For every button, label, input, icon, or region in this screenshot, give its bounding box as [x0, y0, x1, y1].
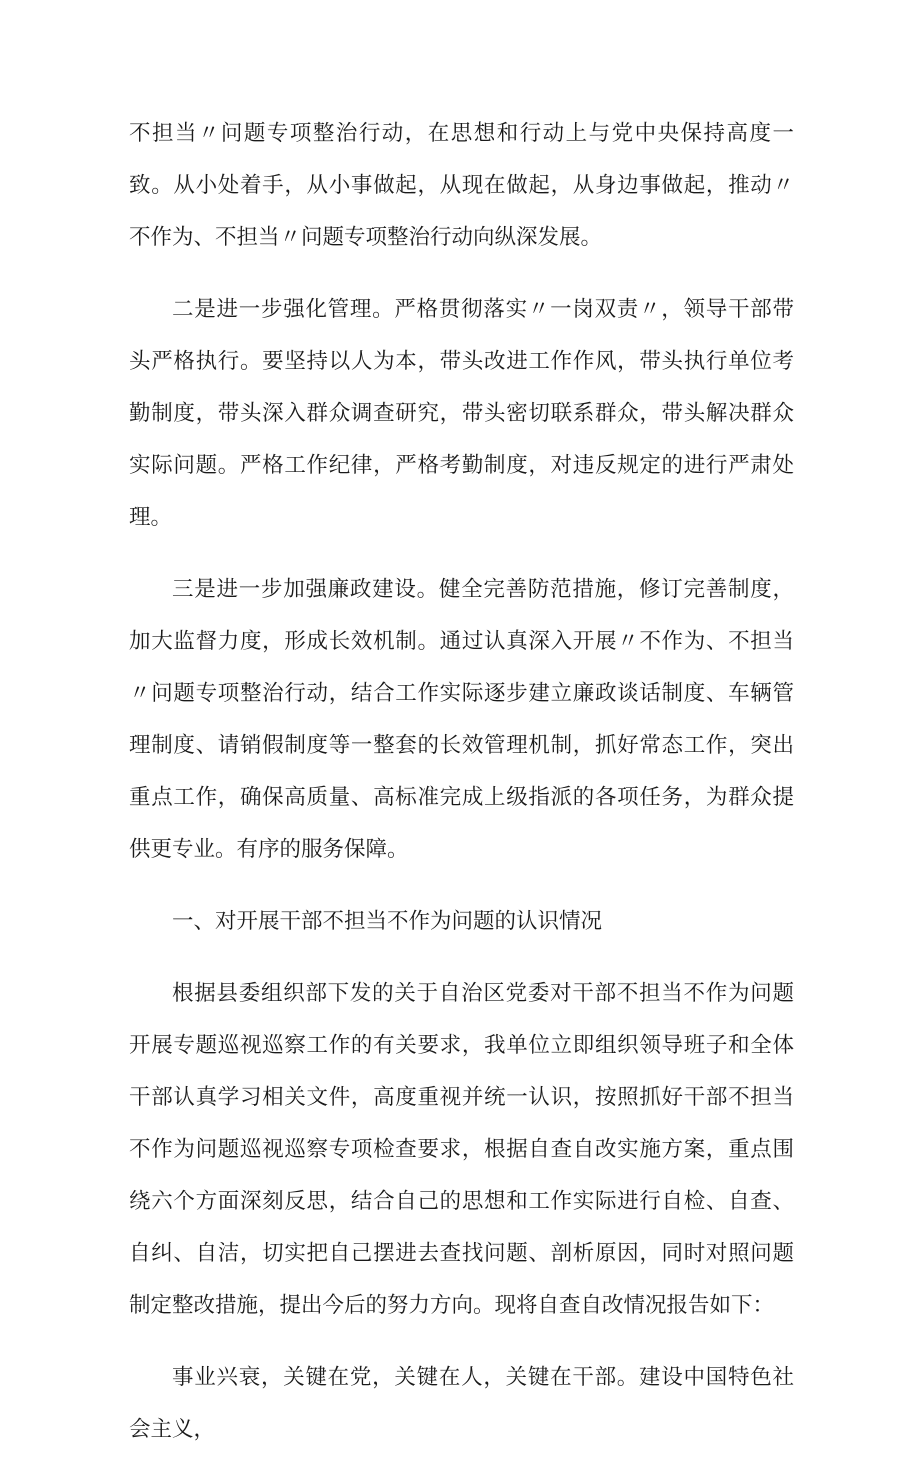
paragraph-integrity-building: 三是进一步加强廉政建设。健全完善防范措施，修订完善制度，加大监督力度，形成长效机制。通过认真深入开展〃不作为、不担当〃问题专项整治行动，结合工作实际逐步建立廉政谈话制度、车辆管理制度、请销假制度等一整套的长效管理机制，抓好常态工作，突出重点工作，确保高质量、高标准完成上级指派的各项任务，为群众提供更专业。有序的服务保障。	[129, 577, 794, 862]
section-heading-understanding: 一、对开展干部不担当不作为问题的认识情况	[172, 909, 603, 934]
paragraph-self-inspection: 根据县委组织部下发的关于自治区党委对干部不担当不作为问题开展专题巡视巡察工作的有关要求，我单位立即组织领导班子和全体干部认真学习相关文件，高度重视并统一认识，按照抓好干部不担当不作为问题巡视巡察专项检查要求，根据自查自改实施方案，重点围绕六个方面深刻反思，结合自己的思想和工作实际进行自检、自查、自纠、自洁，切实把自己摆进去查找问题、剖析原因，同时对照问题制定整改措施，提出今后的努力方向。现将自查自改情况报告如下：	[129, 981, 794, 1318]
paragraph-strengthen-management: 二是进一步强化管理。严格贯彻落实〃一岗双责〃，领导干部带头严格执行。要坚持以人为本，带头改进工作作风，带头执行单位考勤制度，带头深入群众调查研究，带头密切联系群众，带头解决群众实际问题。严格工作纪律，严格考勤制度，对违反规定的进行严肃处理。	[129, 297, 794, 530]
paragraph-cause-rise-fall: 事业兴衰，关键在党，关键在人，关键在干部。建设中国特色社会主义，	[129, 1365, 794, 1442]
paragraph-continuation: 不担当〃问题专项整治行动，在思想和行动上与党中央保持高度一致。从小处着手，从小事做起，从现在做起，从身边事做起，推动〃不作为、不担当〃问题专项整治行动向纵深发展。	[129, 121, 794, 250]
document-body	[129, 108, 794, 1476]
